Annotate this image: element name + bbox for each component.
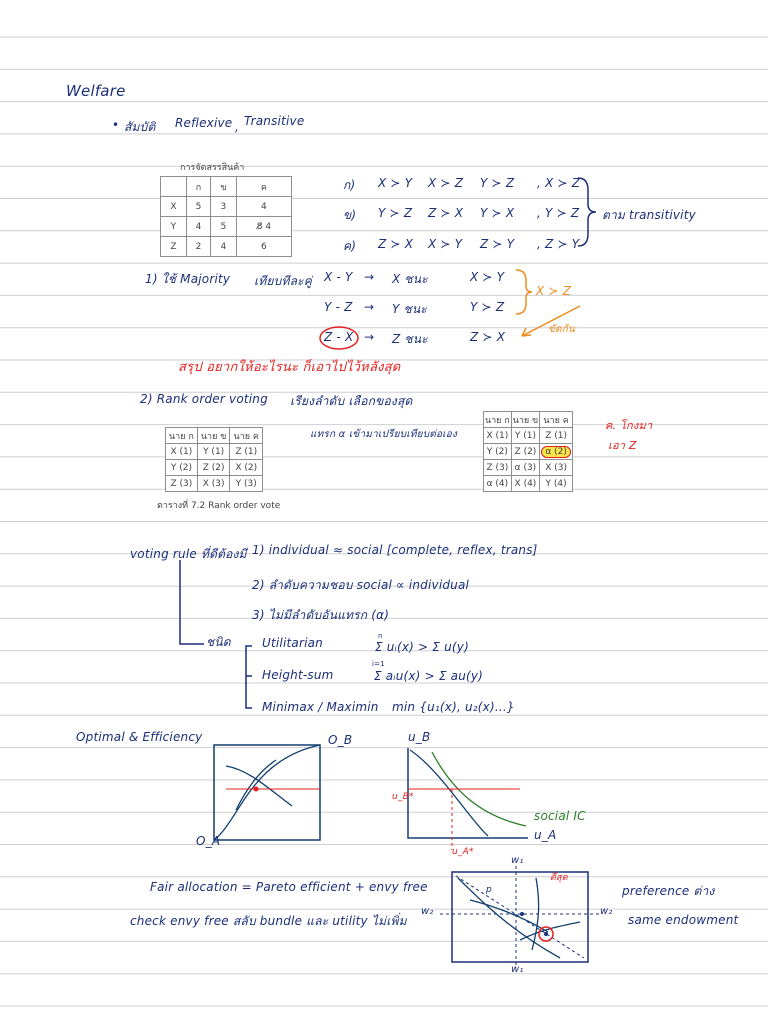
majority-pair: X - Y (324, 270, 353, 284)
preference-c: Z ≻ Y (480, 237, 515, 251)
table-row (166, 444, 263, 460)
page-title: Welfare (66, 82, 126, 100)
table-row (484, 444, 573, 460)
ua-star-label: u_A* (452, 847, 474, 857)
fair-ic-1 (458, 878, 560, 958)
ub-star-label: u_B* (392, 792, 414, 802)
table-cell: Y (2) (484, 444, 512, 460)
best-label: ดีสุด (550, 873, 568, 883)
majority-result: X ≻ Y (470, 270, 505, 284)
table-row (484, 428, 573, 444)
fair-allocation-line: Fair allocation = Pareto efficient + envy free (150, 880, 428, 894)
table-header-cell: นาย ค (540, 412, 573, 428)
table-header-row (166, 428, 263, 444)
allocation-table (160, 176, 292, 257)
table-cell: Z (161, 237, 187, 257)
preference-brace (578, 178, 596, 246)
rank-cheat-note-2: เอา Z (608, 439, 637, 452)
ua-axis-label: u_A (534, 828, 557, 842)
table-row (161, 197, 292, 217)
majority-result: Z ≻ X (470, 330, 506, 344)
table-cell: 2 (186, 237, 210, 257)
majority-brace-note: X ≻ Z (536, 284, 572, 298)
p-label: p (486, 885, 492, 895)
table-cell: X (4) (511, 476, 539, 492)
w2-right-label: w₂ (600, 906, 613, 917)
preference-label: ก) (343, 178, 356, 192)
social-ic-label: social IC (534, 809, 586, 823)
table1-caption: การจัดสรรสินค้า (180, 163, 245, 173)
table-cell (540, 444, 573, 460)
table-cell: X (3) (540, 460, 573, 476)
voting-item-2: 2) ลำดับความชอบ social ∝ individual (252, 578, 470, 592)
table-cell: X (161, 197, 187, 217)
table-cell: Z (2) (511, 444, 539, 460)
preference-note: preference ต่าง (622, 884, 715, 898)
rank-order-table (165, 427, 263, 492)
table-header-cell: นาย ก (166, 428, 198, 444)
table-cell: Z (1) (540, 428, 573, 444)
table-cell: Z (3) (166, 476, 198, 492)
heightsum-formula: Σ aᵢu(x) > Σ au(y) (374, 669, 484, 683)
table-cell: X (3) (197, 476, 230, 492)
table-cell: Z (2) (197, 460, 230, 476)
majority-title: 1) ใช้ Majority (145, 272, 231, 286)
majority-brace (516, 270, 532, 314)
majority-winner: X ชนะ (392, 272, 428, 286)
envy-free-line: check envy free สลับ bundle และ utility ไม่เพิ่ม (130, 914, 407, 928)
summary-text: สรุป อยากให้อะไรนะ ก็เอาไปไว้หลังสุด (178, 360, 401, 375)
reflexive-label: Reflexive (175, 116, 233, 130)
rank-table-caption: ตารางที่ 7.2 Rank order vote (157, 501, 281, 511)
transitive-label: Transitive (244, 114, 305, 128)
table-header-cell: นาย ก (484, 412, 512, 428)
preference-d: , Z ≻ Y (537, 237, 580, 251)
rank-order-table-alpha (483, 411, 573, 492)
majority-winner: Y ชนะ (392, 302, 427, 316)
majority-arrow: → (364, 330, 375, 344)
majority-result: Y ≻ Z (470, 300, 505, 314)
table-cell: Y (4) (540, 476, 573, 492)
preference-a: Y ≻ Z (378, 206, 413, 220)
table-header-cell: ก (186, 177, 210, 197)
edgeworth-point (254, 787, 259, 792)
table-cell: Y (3) (230, 476, 263, 492)
majority-pair: Y - Z (324, 300, 353, 314)
table-cell: 4 (236, 197, 291, 217)
majority-arrow: → (364, 270, 375, 284)
ub-axis-label: u_B (408, 730, 431, 744)
majority-winner: Z ชนะ (392, 332, 428, 346)
preference-c: Y ≻ X (480, 206, 515, 220)
w1-bottom-label: w₁ (511, 964, 524, 975)
preference-c: Y ≻ Z (480, 176, 515, 190)
table-cell: 4 (186, 217, 210, 237)
table-row (484, 476, 573, 492)
table-cell: X (2) (230, 460, 263, 476)
table-header-cell: นาย ข (197, 428, 230, 444)
voting-item-3: 3) ไม่มีลำดับอันแทรก (α) (252, 608, 390, 622)
table-cell: Z (3) (484, 460, 512, 476)
optimal-title: Optimal & Efficiency (76, 730, 203, 744)
rank-insert-note: แทรก α เข้ามาเปรียบเทียบต่อเอง (310, 429, 458, 440)
voting-bracket (180, 560, 204, 644)
heightsum-label: Height-sum (262, 668, 334, 682)
table-row (166, 460, 263, 476)
table-cell: Z (1) (230, 444, 263, 460)
preference-d: , X ≻ Z (537, 176, 581, 190)
utilitarian-label: Utilitarian (262, 636, 323, 650)
table-header-row (161, 177, 292, 197)
w2-left-label: w₂ (421, 906, 434, 917)
preference-label: ค) (343, 239, 357, 253)
table-cell: 4 (211, 237, 237, 257)
endowment-point (520, 912, 524, 916)
utility-axes (408, 748, 528, 838)
preference-b: X ≻ Y (428, 237, 463, 251)
rank-title: 2) Rank order voting (140, 392, 268, 406)
types-bracket (246, 646, 252, 708)
voting-title: voting rule ที่ดีต้องมี (130, 547, 247, 561)
sum-top: n (378, 632, 383, 640)
contract-curve (214, 745, 320, 840)
voting-item-1: 1) individual ≈ social [complete, reflex, trans] (252, 543, 538, 557)
majority-arrow: → (364, 300, 375, 314)
table-header-cell: ค (236, 177, 291, 197)
majority-pair: Z - X (324, 330, 354, 344)
transitivity-note: ตาม transitivity (602, 208, 696, 222)
indifference-a (226, 766, 292, 806)
preference-a: X ≻ Y (378, 176, 413, 190)
table-row (484, 460, 573, 476)
highlighted-alpha: α (2) (541, 446, 571, 458)
rank-desc: เรียงลำดับ เลือกของสุด (290, 394, 413, 408)
comma: , (235, 120, 240, 134)
table-cell: Y (2) (166, 460, 198, 476)
edgeworth-box (214, 745, 320, 840)
table-cell: 5 (211, 217, 237, 237)
table-header-cell (161, 177, 187, 197)
oa-label: O_A (196, 834, 221, 848)
table-cell: X (1) (484, 428, 512, 444)
table-cell: Y (1) (197, 444, 230, 460)
table-row (166, 476, 263, 492)
table-cell: Y (161, 217, 187, 237)
table-cell: 3 (211, 197, 237, 217)
table-cell: X (1) (166, 444, 198, 460)
table-cell: 8̸ 4 (236, 217, 291, 237)
preference-label: ข) (343, 208, 357, 222)
table-row (161, 217, 292, 237)
table-cell: α (3) (511, 460, 539, 476)
utilitarian-formula: Σ uᵢ(x) > Σ u(y) (375, 640, 469, 654)
table-cell: α (4) (484, 476, 512, 492)
table-header-cell: นาย ค (230, 428, 263, 444)
table-row (161, 237, 292, 257)
bullet: • (112, 118, 120, 132)
table-cell: Y (1) (511, 428, 539, 444)
table-header-row (484, 412, 573, 428)
table-header-cell: นาย ข (511, 412, 539, 428)
conflict-note: ขัดกัน (548, 324, 576, 335)
table-header-cell: ข (211, 177, 237, 197)
preference-b: Z ≻ X (428, 206, 464, 220)
best-point (544, 932, 548, 936)
fair-ic-4 (520, 922, 580, 940)
majority-compare: เทียบทีละคู่ (254, 274, 312, 288)
w1-top-label: w₁ (511, 855, 524, 866)
preference-b: X ≻ Z (428, 176, 464, 190)
minimax-label: Minimax / Maximin (262, 700, 379, 714)
relation-thai: สัมบัติ (124, 120, 156, 134)
endowment-note: same endowment (628, 913, 739, 927)
preference-a: Z ≻ X (378, 237, 414, 251)
preference-d: , Y ≻ Z (537, 206, 580, 220)
utility-frontier (410, 750, 488, 836)
table-cell: 6 (236, 237, 291, 257)
minimax-formula: min {u₁(x), u₂(x)...} (392, 700, 515, 714)
ob-label: O_B (328, 733, 353, 747)
rank-cheat-note-1: ค. โกงมา (605, 419, 653, 432)
voting-kinds-label: ชนิด (206, 635, 231, 649)
table-cell: 5 (186, 197, 210, 217)
sum-bottom: i=1 (372, 660, 385, 668)
